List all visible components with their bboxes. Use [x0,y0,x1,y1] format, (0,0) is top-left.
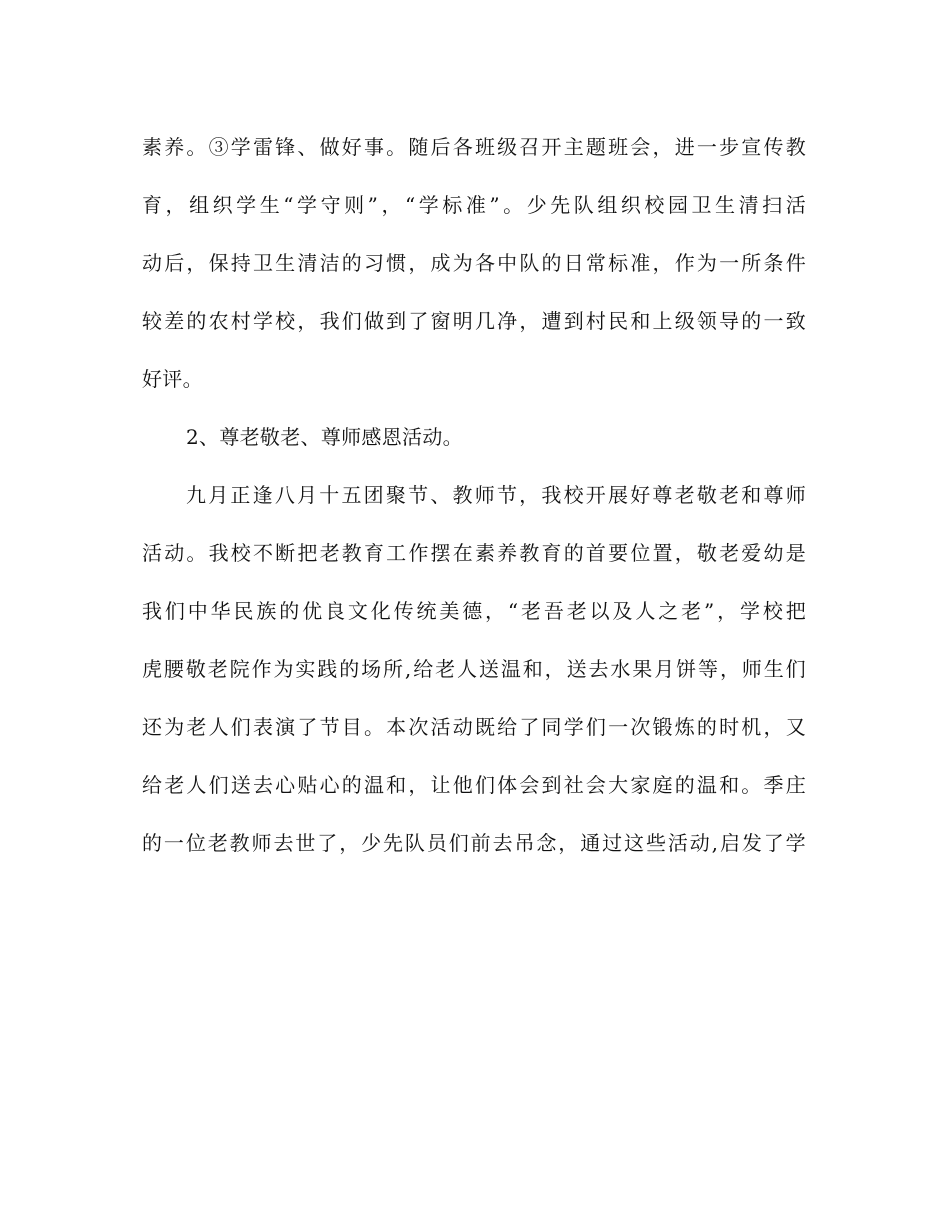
paragraph-1-line-2: 育，组织学生“学守则”，“学标准”。少先队组织校园卫生清扫活 [142,193,806,217]
section-heading-2: 2、尊老敬老、尊师感恩活动。 [186,425,463,449]
document-body [142,118,806,872]
paragraph-1-line-1: 素养。③学雷锋、做好事。随后各班级召开主题班会，进一步宣传教 [142,135,806,159]
paragraph-2-line-4: 虎腰敬老院作为实践的场所,给老人送温和，送去水果月饼等，师生们 [142,657,806,681]
paragraph-2-line-5: 还为老人们表演了节目。本次活动既给了同学们一次锻炼的时机，又 [142,715,806,739]
paragraph-1-line-4: 较差的农村学校，我们做到了窗明几净，遭到村民和上级领导的一致 [142,309,806,333]
paragraph-2-line-1: 九月正逢八月十五团聚节、教师节，我校开展好尊老敬老和尊师 [186,483,806,507]
paragraph-2-line-7: 的一位老教师去世了，少先队员们前去吊念，通过这些活动,启发了学 [142,831,806,855]
paragraph-2-line-3: 我们中华民族的优良文化传统美德，“老吾老以及人之老”，学校把 [142,599,806,623]
paragraph-1-line-5: 好评。 [142,367,203,391]
paragraph-2-line-2: 活动。我校不断把老教育工作摆在素养教育的首要位置，敬老爱幼是 [142,541,806,565]
paragraph-2-line-6: 给老人们送去心贴心的温和，让他们体会到社会大家庭的温和。季庄 [142,773,806,797]
paragraph-1-line-3: 动后，保持卫生清洁的习惯，成为各中队的日常标准，作为一所条件 [142,251,806,275]
